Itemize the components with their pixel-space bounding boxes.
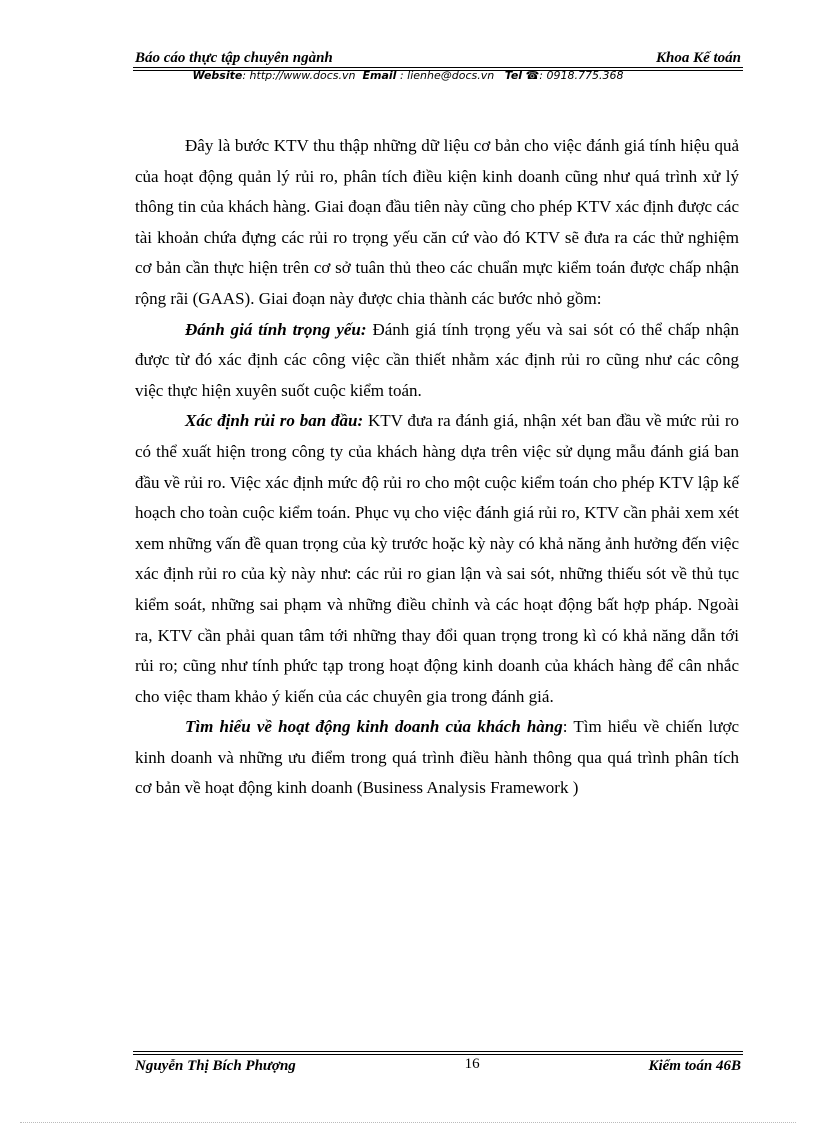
- phone-icon: ☎: [525, 69, 540, 82]
- website-url: : http://www.docs.vn: [242, 69, 356, 82]
- class-name: Kiểm toán 46B: [648, 1058, 741, 1074]
- author-name: Nguyễn Thị Bích Phượng: [135, 1058, 296, 1074]
- department: Khoa Kế toán: [655, 50, 741, 66]
- paragraph: [135, 712, 739, 804]
- document-body: [135, 131, 739, 804]
- tel-label: Tel: [504, 69, 523, 82]
- paragraph: [135, 406, 739, 712]
- header-row: [135, 50, 741, 67]
- paragraph: [135, 315, 739, 407]
- paragraph-lead: Tìm hiểu về hoạt động kinh doanh của khách hàng: [185, 717, 563, 737]
- report-title: Báo cáo thực tập chuyên ngành: [135, 50, 333, 66]
- tel-number: : 0918.775.368: [539, 69, 624, 82]
- website-label: Website: [192, 69, 243, 82]
- page-number: 16: [464, 1056, 480, 1072]
- footer-row: [135, 1057, 741, 1075]
- paragraph-text: Đây là bước KTV thu thập những dữ liệu cơ bản cho việc đánh giá tính hiệu quả của hoạt động quản lý rủi ro, phân tích điều kiện kinh doanh cũng như quá trình xử lý thông tin của khách hàng. Giai đoạn đầu tiên này cũng cho phép KTV xác định được các tài khoản chứa đựng các rủi ro trọng yếu căn cứ vào đó KTV sẽ đưa ra các thử nghiệm cơ bản cần thực hiện trên cơ sở tuân thủ theo các chuẩn mực kiểm toán được chấp nhận rộng rãi (GAAS). Giai đoạn này được chia thành các bước nhỏ gồm:: [135, 136, 739, 308]
- email-label: Email: [362, 69, 397, 82]
- paragraph-lead: Đánh giá tính trọng yếu:: [185, 319, 367, 339]
- paragraph-lead: Xác định rủi ro ban đầu:: [185, 411, 364, 431]
- email-address: : lienhe@docs.vn: [396, 69, 495, 82]
- header-rule: [133, 67, 743, 68]
- paragraph-text: : Tìm hiểu về chiến lược kinh doanh và những ưu điểm trong quá trình điều hành thông qua quá trình phân tích cơ bản về hoạt động kinh doanh (Business Analysis Framework ): [135, 717, 739, 798]
- paragraph: [135, 131, 739, 315]
- footer-rule: [133, 1051, 743, 1052]
- footer-rule-double: [133, 1054, 743, 1055]
- paragraph-text: Đánh giá tính trọng yếu và sai sót có thể chấp nhận được từ đó xác định các công việc cần thiết nhằm xác định rủi ro cũng như các công việc thực hiện xuyên suốt cuộc kiểm toán.: [135, 319, 740, 400]
- paragraph-text: KTV đưa ra đánh giá, nhận xét ban đầu về mức rủi ro có thể xuất hiện trong công ty của khách hàng dựa trên việc sử dụng mẫu đánh giá ban đầu về rủi ro. Việc xác định mức độ rủi ro cho một cuộc kiểm toán cho phép KTV lập kế hoạch cho toàn cuộc kiểm toán. Phục vụ cho việc đánh giá rủi ro, KTV cần phải xem xét xem những vấn đề quan trọng của kỳ trước hoặc kỳ này có khả năng ảnh hưởng đến việc xác định rủi ro của kỳ này như: các rủi ro gian lận và sai sót, những thiếu sót về thủ tục kiểm soát, những sai phạm và những điều chỉnh và các hoạt động bất hợp pháp. Ngoài ra, KTV cần phải quan tâm tới những thay đổi quan trọng trong kì có khả năng dẫn tới rủi ro; cũng như tính phức tạp trong hoạt động kinh doanh của khách hàng để cân nhắc cho việc tham khảo ý kiến của các chuyên gia trong đánh giá.: [135, 411, 739, 706]
- contact-line: [0, 69, 816, 82]
